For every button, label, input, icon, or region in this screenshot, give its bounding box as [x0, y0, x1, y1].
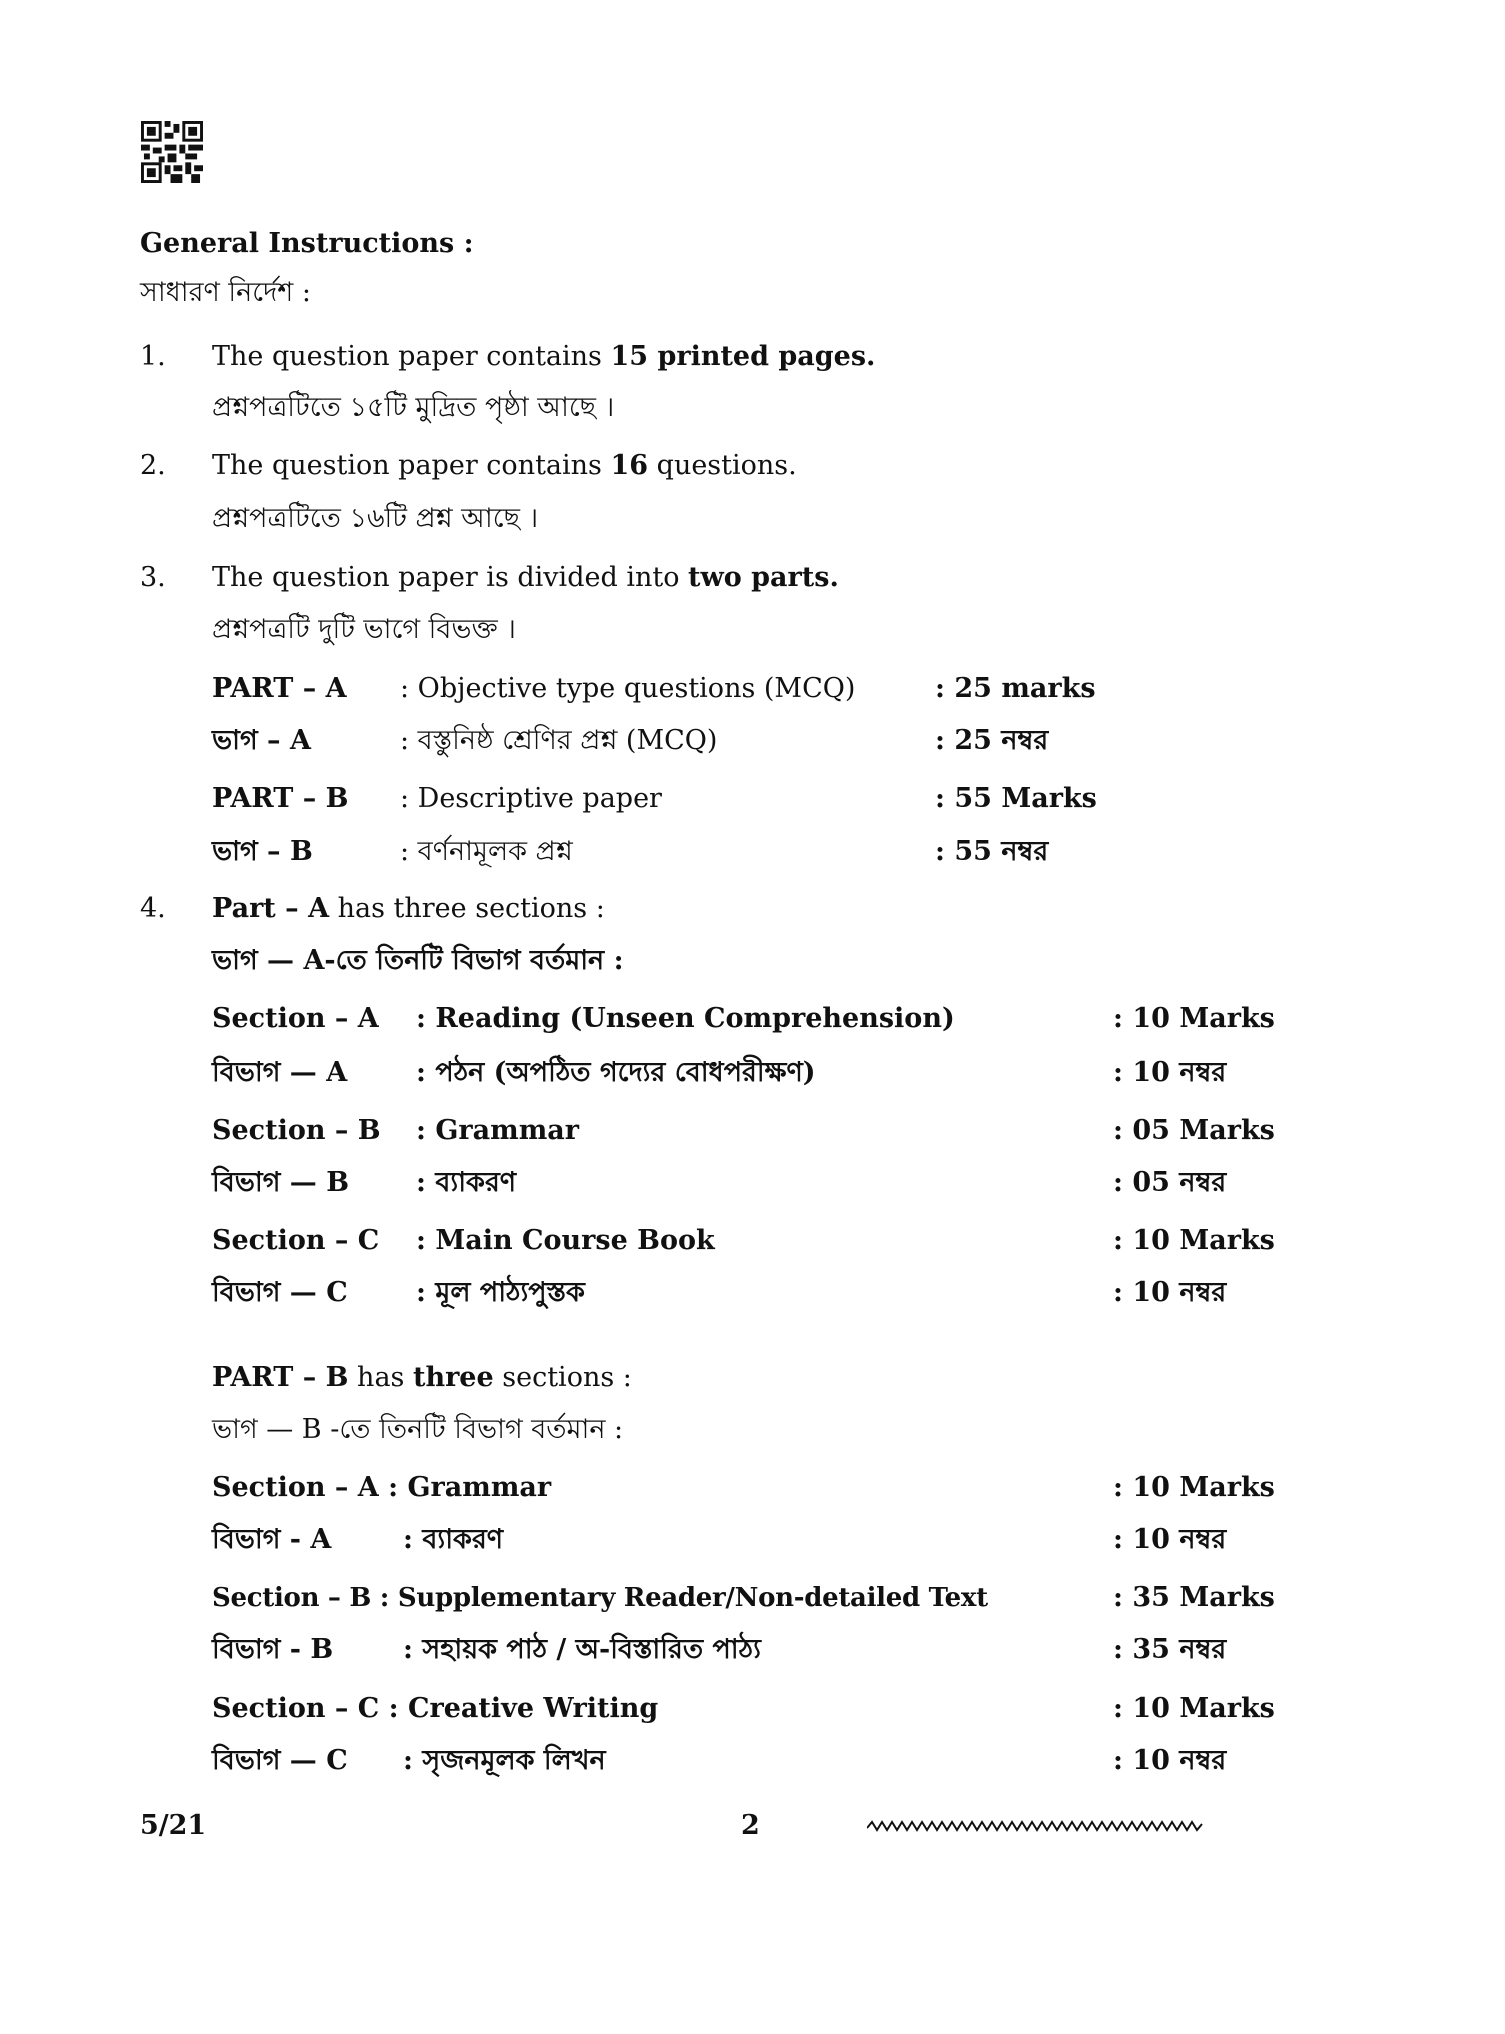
- section-marks: : 10 নম্বর: [1113, 1524, 1227, 1555]
- item-text-en: The question paper is divided into two parts.: [212, 562, 839, 593]
- item-text-bn: প্রশ্নপত্রটি দুটি ভাগে বিভক্ত ।: [212, 614, 516, 645]
- item-text-en: The question paper contains 16 questions.: [212, 450, 797, 481]
- section-label: বিভাগ - A: [212, 1524, 332, 1555]
- item-text-en: The question paper contains 15 printed pages.: [212, 341, 876, 372]
- section-label: বিভাগ — C: [212, 1277, 348, 1308]
- section-desc: : সৃজনমূলক লিখন: [403, 1745, 606, 1776]
- partb-intro-en: PART – B has three sections :: [212, 1362, 632, 1393]
- item-number: 1.: [140, 341, 166, 372]
- part-desc: : Objective type questions (MCQ): [400, 673, 856, 704]
- section-desc: : Reading (Unseen Comprehension): [416, 1003, 955, 1034]
- section-marks: : 35 Marks: [1113, 1582, 1275, 1613]
- section-marks: : 10 Marks: [1113, 1472, 1275, 1503]
- section-desc: : Main Course Book: [416, 1225, 715, 1256]
- part-marks: : 25 নম্বর: [935, 725, 1049, 756]
- section-label: Section – C : Creative Writing: [212, 1693, 659, 1724]
- part-label: PART – A: [212, 673, 347, 704]
- section-label: বিভাগ — C: [212, 1745, 348, 1776]
- section-marks: : 10 Marks: [1113, 1693, 1275, 1724]
- section-desc: : Grammar: [416, 1115, 580, 1146]
- section-label: বিভাগ — B: [212, 1167, 350, 1198]
- section-marks: : 10 নম্বর: [1113, 1057, 1227, 1088]
- wavy-line-decoration: [867, 1814, 1205, 1836]
- item-text-bn: ভাগ — A-তে তিনটি বিভাগ বর্তমান :: [212, 945, 624, 976]
- part-marks: : 55 Marks: [935, 783, 1097, 814]
- section-marks: : 10 Marks: [1113, 1003, 1275, 1034]
- part-label: PART – B: [212, 783, 349, 814]
- section-marks: : 05 নম্বর: [1113, 1167, 1227, 1198]
- item-text-en: Part – A has three sections :: [212, 893, 605, 924]
- part-marks: : 55 নম্বর: [935, 836, 1049, 867]
- qr-code-icon: [140, 121, 204, 183]
- section-label: বিভাগ - B: [212, 1634, 334, 1665]
- section-marks: : 10 নম্বর: [1113, 1745, 1227, 1776]
- section-label: Section – B : Supplementary Reader/Non-detailed Text: [212, 1583, 988, 1613]
- paper-code: 5/21: [140, 1810, 207, 1841]
- section-marks: : 10 Marks: [1113, 1225, 1275, 1256]
- section-label: Section – B: [212, 1115, 381, 1146]
- section-desc: : মূল পাঠ্যপুস্তক: [416, 1277, 585, 1308]
- section-desc: : ব্যাকরণ: [403, 1524, 504, 1555]
- part-label: ভাগ – A: [212, 725, 311, 756]
- heading-bn: সাধারণ নির্দেশ :: [140, 277, 311, 308]
- section-label: Section – A: [212, 1003, 379, 1034]
- section-desc: : পঠন (অপঠিত গদ্যের বোধপরীক্ষণ): [416, 1057, 816, 1088]
- section-label: Section – A : Grammar: [212, 1472, 552, 1503]
- section-desc: : সহায়ক পাঠ / অ-বিস্তারিত পাঠ্য: [403, 1634, 761, 1665]
- part-desc: : Descriptive paper: [400, 783, 662, 814]
- heading-en: General Instructions :: [140, 228, 474, 259]
- section-marks: : 05 Marks: [1113, 1115, 1275, 1146]
- item-number: 4.: [140, 893, 166, 924]
- part-label: ভাগ – B: [212, 836, 313, 867]
- item-text-bn: প্রশ্নপত্রটিতে ১৬টি প্রশ্ন আছে ।: [212, 503, 539, 534]
- item-text-bn: প্রশ্নপত্রটিতে ১৫টি মুদ্রিত পৃষ্ঠা আছে ।: [212, 392, 615, 423]
- section-desc: : ব্যাকরণ: [416, 1167, 517, 1198]
- section-label: Section – C: [212, 1225, 380, 1256]
- section-marks: : 35 নম্বর: [1113, 1634, 1227, 1665]
- section-label: বিভাগ — A: [212, 1057, 348, 1088]
- item-number: 3.: [140, 562, 166, 593]
- section-marks: : 10 নম্বর: [1113, 1277, 1227, 1308]
- item-number: 2.: [140, 450, 166, 481]
- part-desc: : বর্ণনামূলক প্রশ্ন: [400, 836, 573, 867]
- page-number: 2: [741, 1810, 760, 1841]
- part-desc: : বস্তুনিষ্ঠ শ্রেণির প্রশ্ন (MCQ): [400, 725, 718, 756]
- partb-intro-bn: ভাগ — B -তে তিনটি বিভাগ বর্তমান :: [212, 1414, 624, 1445]
- part-marks: : 25 marks: [935, 673, 1096, 704]
